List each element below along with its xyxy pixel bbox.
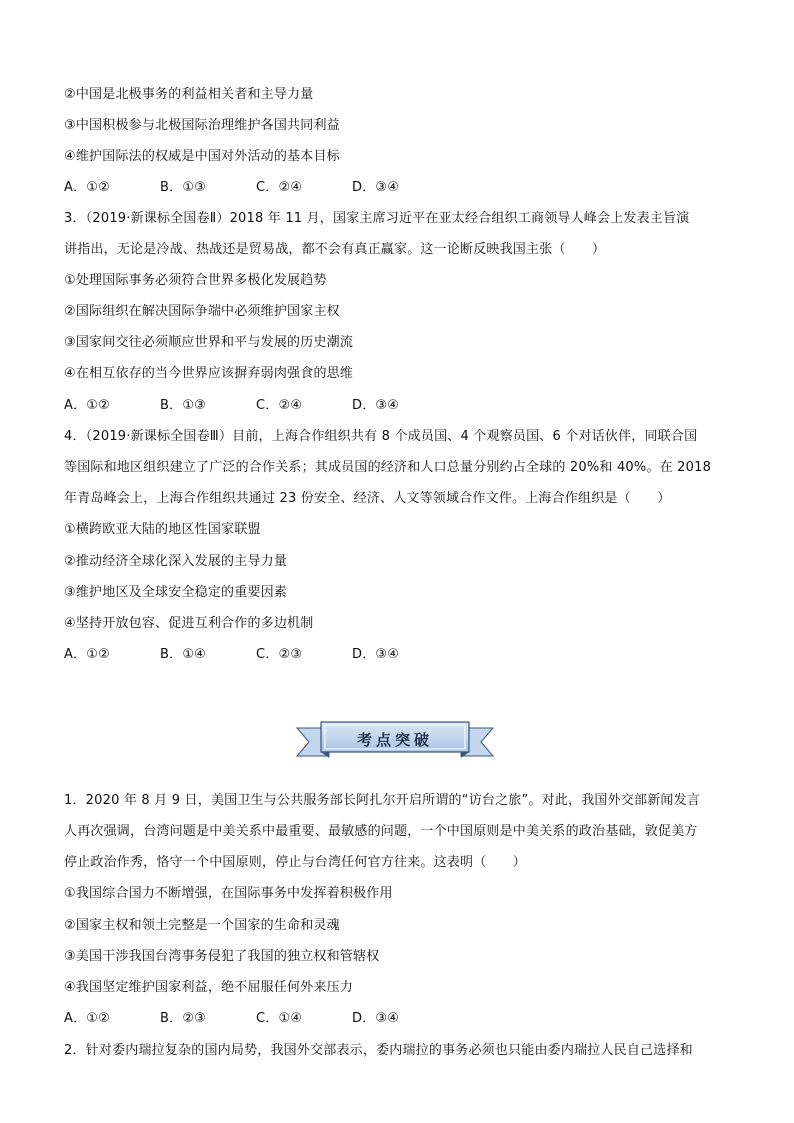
answer-b: B．①③	[160, 398, 207, 413]
answer-c: C．①④	[256, 1011, 303, 1026]
answer-d: D．③④	[352, 398, 400, 413]
q2-option-3: ③中国积极参与北极国际治理维护各国共同利益	[64, 118, 340, 133]
b1-option-1: ①我国综合国力不断增强，在国际事务中发挥着积极作用	[64, 886, 393, 901]
q3-option-4: ④在相互依存的当今世界应该摒弃弱肉强食的思维	[64, 366, 354, 381]
answer-d: D．③④	[352, 647, 400, 662]
answer-a: A．①②	[64, 1011, 111, 1026]
q2-option-4: ④维护国际法的权威是中国对外活动的基本目标	[64, 149, 340, 164]
b1-answer-choices	[64, 1010, 734, 1028]
answer-b: B．①④	[160, 647, 207, 662]
q4-stem-line-1: 4．（2019·新课标全国卷Ⅲ）目前，上海合作组织共有 8 个成员国、4 个观察员国、6 个对话伙伴，同联合国	[64, 429, 698, 444]
q2-option-2: ②中国是北极事务的利益相关者和主导力量	[64, 87, 314, 102]
q2-answer-choices	[64, 179, 734, 197]
q4-stem-line-2: 等国际和地区组织建立了广泛的合作关系；其成员国的经济和人口总量分别约占全球的 20%和 40%。在 2018	[64, 460, 712, 475]
q4-option-1: ①横跨欧亚大陆的地区性国家联盟	[64, 522, 261, 537]
q4-option-3: ③维护地区及全球安全稳定的重要因素	[64, 585, 288, 600]
answer-b: B．②③	[160, 1011, 207, 1026]
q3-stem-line-2: 讲指出，无论是冷战、热战还是贸易战，都不会有真正赢家。这一论断反映我国主张（ ）	[64, 242, 606, 257]
answer-a: A．①②	[64, 647, 111, 662]
q4-answer-choices	[64, 646, 734, 664]
answer-c: C．②④	[256, 398, 303, 413]
answer-c: C．②④	[256, 180, 303, 195]
b1-option-2: ②国家主权和领土完整是一个国家的生命和灵魂	[64, 918, 340, 933]
b1-option-4: ④我国坚定维护国家利益，绝不屈服任何外来压力	[64, 980, 354, 995]
section-banner	[295, 716, 495, 766]
q4-stem-line-3: 年青岛峰会上，上海合作组织共通过 23 份安全、经济、人文等领域合作文件。上海合作组织是（ ）	[64, 491, 671, 506]
b1-stem-line-2: 人再次强调，台湾问题是中美关系中最重要、最敏感的问题，一个中国原则是中美关系的政治基础，敦促美方	[64, 824, 698, 839]
b1-stem-line-3: 停止政治作秀，恪守一个中国原则，停止与台湾任何官方往来。这表明（ ）	[64, 855, 527, 870]
answer-c: C．②③	[256, 647, 303, 662]
b1-option-3: ③美国干涉我国台湾事务侵犯了我国的独立权和管辖权	[64, 949, 380, 964]
answer-d: D．③④	[352, 180, 400, 195]
answer-b: B．①③	[160, 180, 207, 195]
q4-option-2: ②推动经济全球化深入发展的主导力量	[64, 554, 288, 569]
answer-d: D．③④	[352, 1011, 400, 1026]
q4-option-4: ④坚持开放包容、促进互利合作的多边机制	[64, 616, 314, 631]
answer-a: A．①②	[64, 180, 111, 195]
q3-option-1: ①处理国际事务必须符合世界多极化发展趋势	[64, 273, 327, 288]
section-banner-title: 考点突破	[356, 731, 433, 749]
b2-stem-line-1: 2．针对委内瑞拉复杂的国内局势，我国外交部表示，委内瑞拉的事务必须也只能由委内瑞拉人民自己选择和	[64, 1043, 693, 1058]
q3-option-3: ③国家间交往必须顺应世界和平与发展的历史潮流	[64, 335, 354, 350]
b1-stem-line-1: 1．2020 年 8 月 9 日，美国卫生与公共服务部长阿扎尔开启所谓的“访台之旅”。对此，我国外交部新闻发言	[64, 793, 701, 808]
answer-a: A．①②	[64, 398, 111, 413]
q3-stem-line-1: 3．（2019·新课标全国卷Ⅱ）2018 年 11 月，国家主席习近平在亚太经合组织工商领导人峰会上发表主旨演	[64, 211, 690, 226]
q3-option-2: ②国际组织在解决国际争端中必须维护国家主权	[64, 304, 340, 319]
q3-answer-choices	[64, 397, 734, 415]
